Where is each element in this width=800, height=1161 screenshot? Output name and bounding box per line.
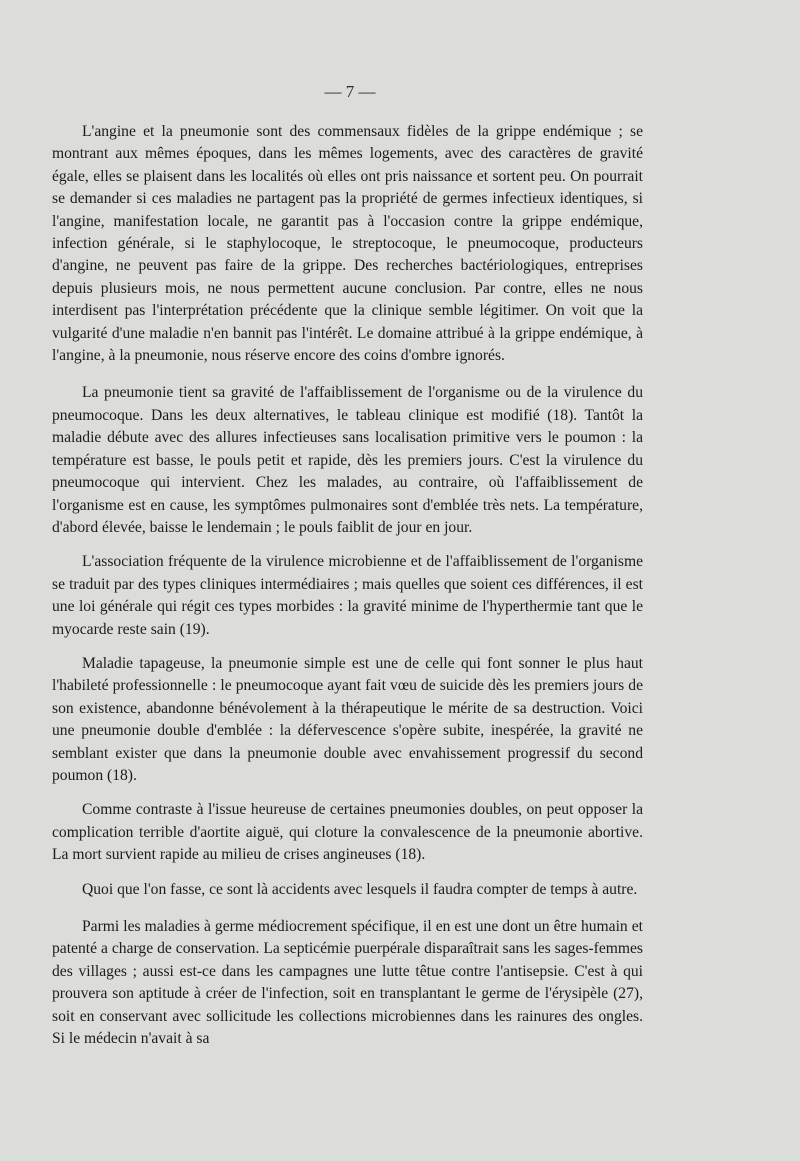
paragraph-maladie-tapageuse: Maladie tapageuse, la pneumonie simple est une de celle qui font sonner le plus haut l'habileté professionnelle : le pneumocoque ayant fait vœu de suicide dès les premiers jours de son existence, abandonne bénévolement à la thérapeutique le mérite de sa destruction. Voici une pneumonie double d'emblée : la défervescence s'opère subite, inespérée, la gravité ne semblant exister que dans la pneumonie double avec envahissement progressif du second poumon (18). (52, 654, 643, 784)
paragraph-association-virulence: L'association fréquente de la virulence microbienne et de l'affaiblissement de l'organisme se traduit par des types cliniques intermédiaires ; mais quelles que soient ces différences, il est une loi générale qui régit ces types morbides : la gravité minime de l'hyperthermie tant que le myocarde reste sain (19). (52, 553, 643, 638)
paragraph-septicemie-puerperale: Parmi les maladies à germe médiocrement spécifique, il en est une dont un être humain et patenté a charge de conservation. La septicémie puerpérale disparaîtrait sans les sages-femmes des villages ; aussi est-ce dans les campagnes une lutte têtue contre l'antisepsie. C'est à qui prouvera son aptitude à créer de l'infection, soit en transplantant le germe de l'érysipèle (27), soit en conservant avec sollicitude les collections microbiennes dans les rainures des ongles. Si le médecin n'avait à sa (52, 918, 643, 1048)
paragraph-gravite-pneumonie: La pneumonie tient sa gravité de l'affaiblissement de l'organisme ou de la virulence du pneumocoque. Dans les deux alternatives, le tableau clinique est modifié (18). Tantôt la maladie débute avec des allures infectieuses sans localisation primitive vers le poumon : la température est basse, le pouls petit et rapide, dès les premiers jours. C'est la virulence du pneumocoque qui intervient. Chez les malades, au contraire, où l'affaiblissement de l'organisme est en cause, les symptômes pulmonaires sont d'emblée très nets. La température, d'abord élevée, baisse le lendemain ; le pouls faiblit de jour en jour. (52, 384, 643, 536)
paragraph-contraste-aortite: Comme contraste à l'issue heureuse de certaines pneumonies doubles, on peut opposer la complication terrible d'aortite aiguë, qui cloture la convalescence de la pneumonie abortive. La mort survient rapide au milieu de crises angineuses (18). (52, 801, 643, 864)
paragraph-angine-pneumonie: L'angine et la pneumonie sont des commensaux fidèles de la grippe endémique ; se montrant aux mêmes époques, dans les mêmes logements, avec des caractères de gravité égale, elles se plaisent dans les localités où elles ont pris naissance et sortent peu. On pourrait se demander si ces maladies ne partagent pas la propriété de germes infectieux identiques, si l'angine, manifestation locale, ne garantit pas à l'occasion contre la grippe endémique, infection générale, si le staphylocoque, le streptocoque, le pneumocoque, producteurs d'angine, ne peuvent pas faire de la grippe. Des recherches bactériologiques, entreprises depuis plusieurs mois, ne nous permettent aucune conclusion. Par contre, elles ne nous interdisent pas l'interprétation précédente que la clinique semble légitimer. On voit que la vulgarité d'une maladie n'en bannit pas l'intérêt. Le domaine attribué à la grippe endémique, à l'angine, à la pneumonie, nous réserve encore des coins d'ombre ignorés. (52, 123, 643, 365)
body-text (52, 121, 643, 1064)
page-number: — 7 — (324, 82, 376, 101)
paragraph-accidents: Quoi que l'on fasse, ce sont là accidents avec lesquels il faudra compter de temps à autre. (82, 880, 638, 898)
